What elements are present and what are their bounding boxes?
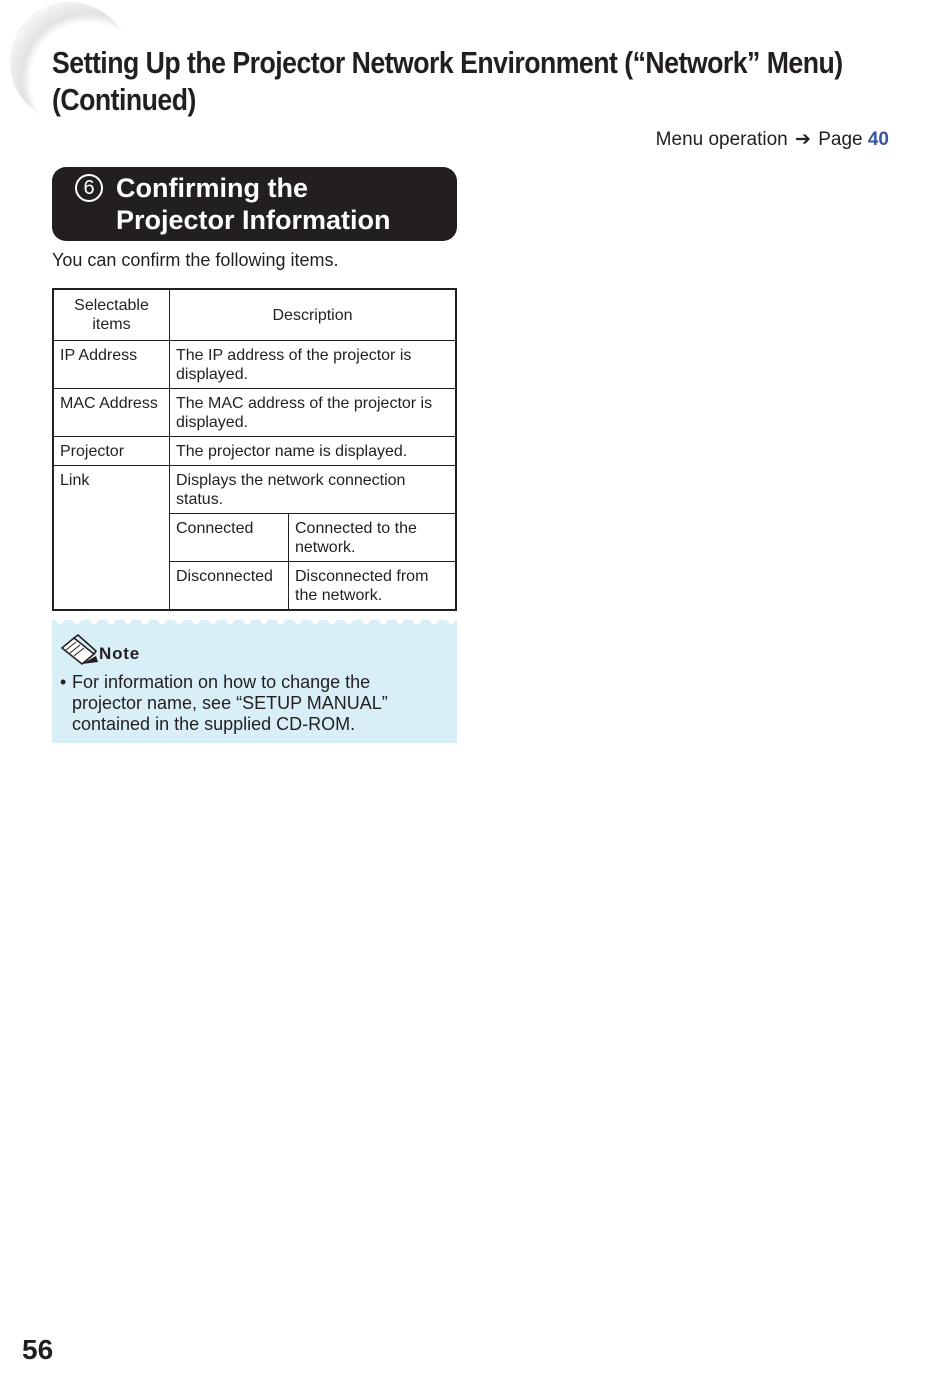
table-header-row (53, 289, 456, 341)
page-number: 56 (22, 1334, 54, 1365)
page-title-line1: Setting Up the Projector Network Environment (“Network” Menu) (52, 45, 843, 80)
table-row (53, 389, 456, 437)
table-desc-cell: The projector name is displayed. (170, 437, 457, 466)
table-row (53, 341, 456, 389)
menu-ref-label: Menu operation (655, 129, 788, 150)
section-heading (52, 167, 457, 241)
link-meaning-cell: Disconnected from the network. (289, 562, 457, 611)
menu-ref-page-link[interactable]: 40 (867, 129, 889, 150)
page-title (52, 44, 843, 118)
table-item-cell: MAC Address (53, 389, 170, 437)
menu-ref-page-label: Page (818, 129, 863, 150)
note-text: For information on how to change the projector name, see “SETUP MANUAL” contained in the supplied CD-ROM. (72, 672, 388, 734)
link-meaning-cell: Connected to the network. (289, 514, 457, 562)
table-desc-cell: The IP address of the projector is displayed. (170, 341, 457, 389)
section-title (116, 172, 391, 236)
link-state-cell: Connected (170, 514, 289, 562)
table-header-cell: Selectable items (53, 289, 170, 341)
section-title-line1: Confirming the (116, 173, 308, 203)
page-title-line2: (Continued) (52, 82, 196, 117)
table-desc-cell: Displays the network connection status. (170, 466, 457, 514)
table-item-cell: Projector (53, 437, 170, 466)
note-label: Note (99, 644, 140, 663)
link-state-cell: Disconnected (170, 562, 289, 611)
intro-text: You can confirm the following items. (52, 250, 339, 270)
menu-operation-reference (656, 128, 889, 151)
arrow-right-icon: ➔ (795, 129, 811, 150)
table-desc-cell: The MAC address of the projector is displayed. (170, 389, 457, 437)
note-box (52, 618, 457, 743)
projector-info-table (52, 288, 457, 611)
table-header-cell: Description (170, 289, 457, 341)
section-number-icon: 6 (75, 174, 103, 202)
table-item-cell: IP Address (53, 341, 170, 389)
table-row (53, 466, 456, 514)
table-item-cell: Link (53, 466, 170, 611)
section-title-line2: Projector Information (116, 205, 391, 235)
bullet-icon: • (60, 672, 67, 692)
table-row (53, 437, 456, 466)
note-scallop-edge (52, 617, 457, 627)
pencil-note-icon (60, 634, 98, 666)
